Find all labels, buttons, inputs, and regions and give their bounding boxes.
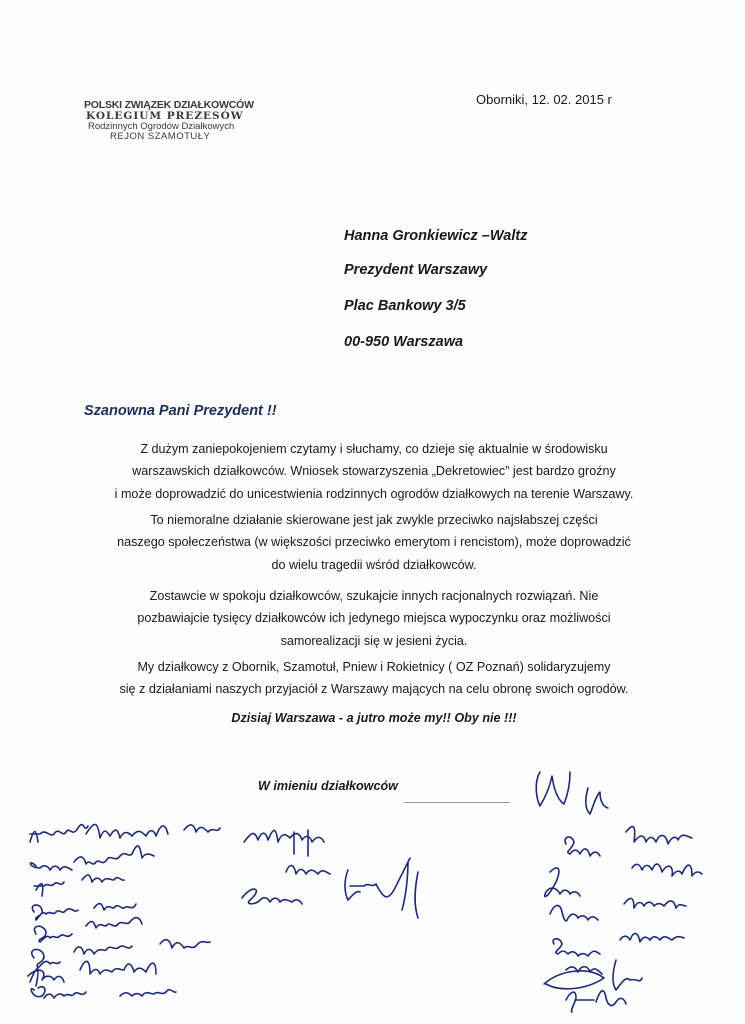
signature	[35, 918, 142, 942]
text-line: Zostawcie w spokoju działkowców, szukajcie innych racjonalnych rozwiązań. Nie	[149, 589, 599, 603]
stamp-line: KOLEGIUM PREZESÓW	[86, 110, 244, 123]
stamp-line: Rodzinnych Ogrodów Działkowych	[88, 121, 235, 133]
text-line: pozbawiajcie tysięcy działkowców ich jedynego miejsca wypoczynku oraz możliwości	[137, 611, 611, 626]
motto: Dzisiaj Warszawa - a jutro może my!! Oby nie !!!	[231, 711, 517, 725]
signature	[30, 846, 154, 870]
signature	[30, 824, 220, 842]
text-line: i może doprowadzić do unicestwienia rodzinnych ogrodów działkowych na terenie Warszawy.	[114, 486, 634, 501]
signature	[244, 830, 324, 856]
text-line: To niemoralne działanie skierowane jest jak zwykle przeciwko najsłabszej części	[150, 513, 598, 527]
salutation: Szanowna Pani Prezydent !!	[84, 403, 277, 419]
text-line: do wielu tragedii wśród działkowców.	[271, 557, 477, 572]
recipient-name: Hanna Gronkiewicz –Waltz	[344, 228, 528, 244]
signature	[545, 864, 702, 897]
text-line: My działkowcy z Obornik, Szamotuł, Pniew i Rokietnicy ( OZ Poznań) solidaryzujemy	[137, 660, 611, 674]
signature	[242, 858, 418, 918]
recipient-title: Prezydent Warszawy	[344, 262, 488, 278]
signature	[32, 940, 210, 968]
text-line: warszawskich działkowców. Wniosek stowarzyszenia „Dekretowiec” jest bardzo groźny	[132, 464, 616, 479]
text-line: samorealizacji się w jesieni życia.	[280, 633, 468, 648]
signature	[31, 987, 176, 998]
signature	[536, 772, 608, 814]
signature	[34, 875, 124, 896]
signature	[32, 904, 136, 920]
signature	[544, 960, 642, 990]
recipient-street: Plac Bankowy 3/5	[344, 298, 466, 314]
signoff: W imieniu działkowców	[258, 779, 398, 793]
signature	[553, 933, 684, 956]
text-line: Z dużym zaniepokojeniem czytamy i słuchamy, co dzieje się aktualnie w środowisku	[140, 442, 608, 456]
signature	[565, 827, 692, 856]
signature	[28, 961, 156, 986]
signature	[286, 865, 330, 874]
stamp-line: POLSKI ZWIĄZEK DZIAŁKOWCÓW	[84, 99, 254, 111]
text-line: naszego społeczeństwa (w większości przeciwko emerytom i rencistom), może doprowadzić	[117, 535, 631, 550]
letter-date: Oborniki, 12. 02. 2015 r	[476, 92, 612, 107]
signature	[550, 898, 686, 920]
recipient-city: 00-950 Warszawa	[344, 334, 464, 350]
text-line: się z działaniami naszych przyjaciół z Warszawy mających na celu obronę swoich ogrodów.	[119, 682, 629, 697]
signature	[566, 991, 626, 1012]
stamp-line: REJON SZAMOTUŁY	[110, 131, 211, 142]
